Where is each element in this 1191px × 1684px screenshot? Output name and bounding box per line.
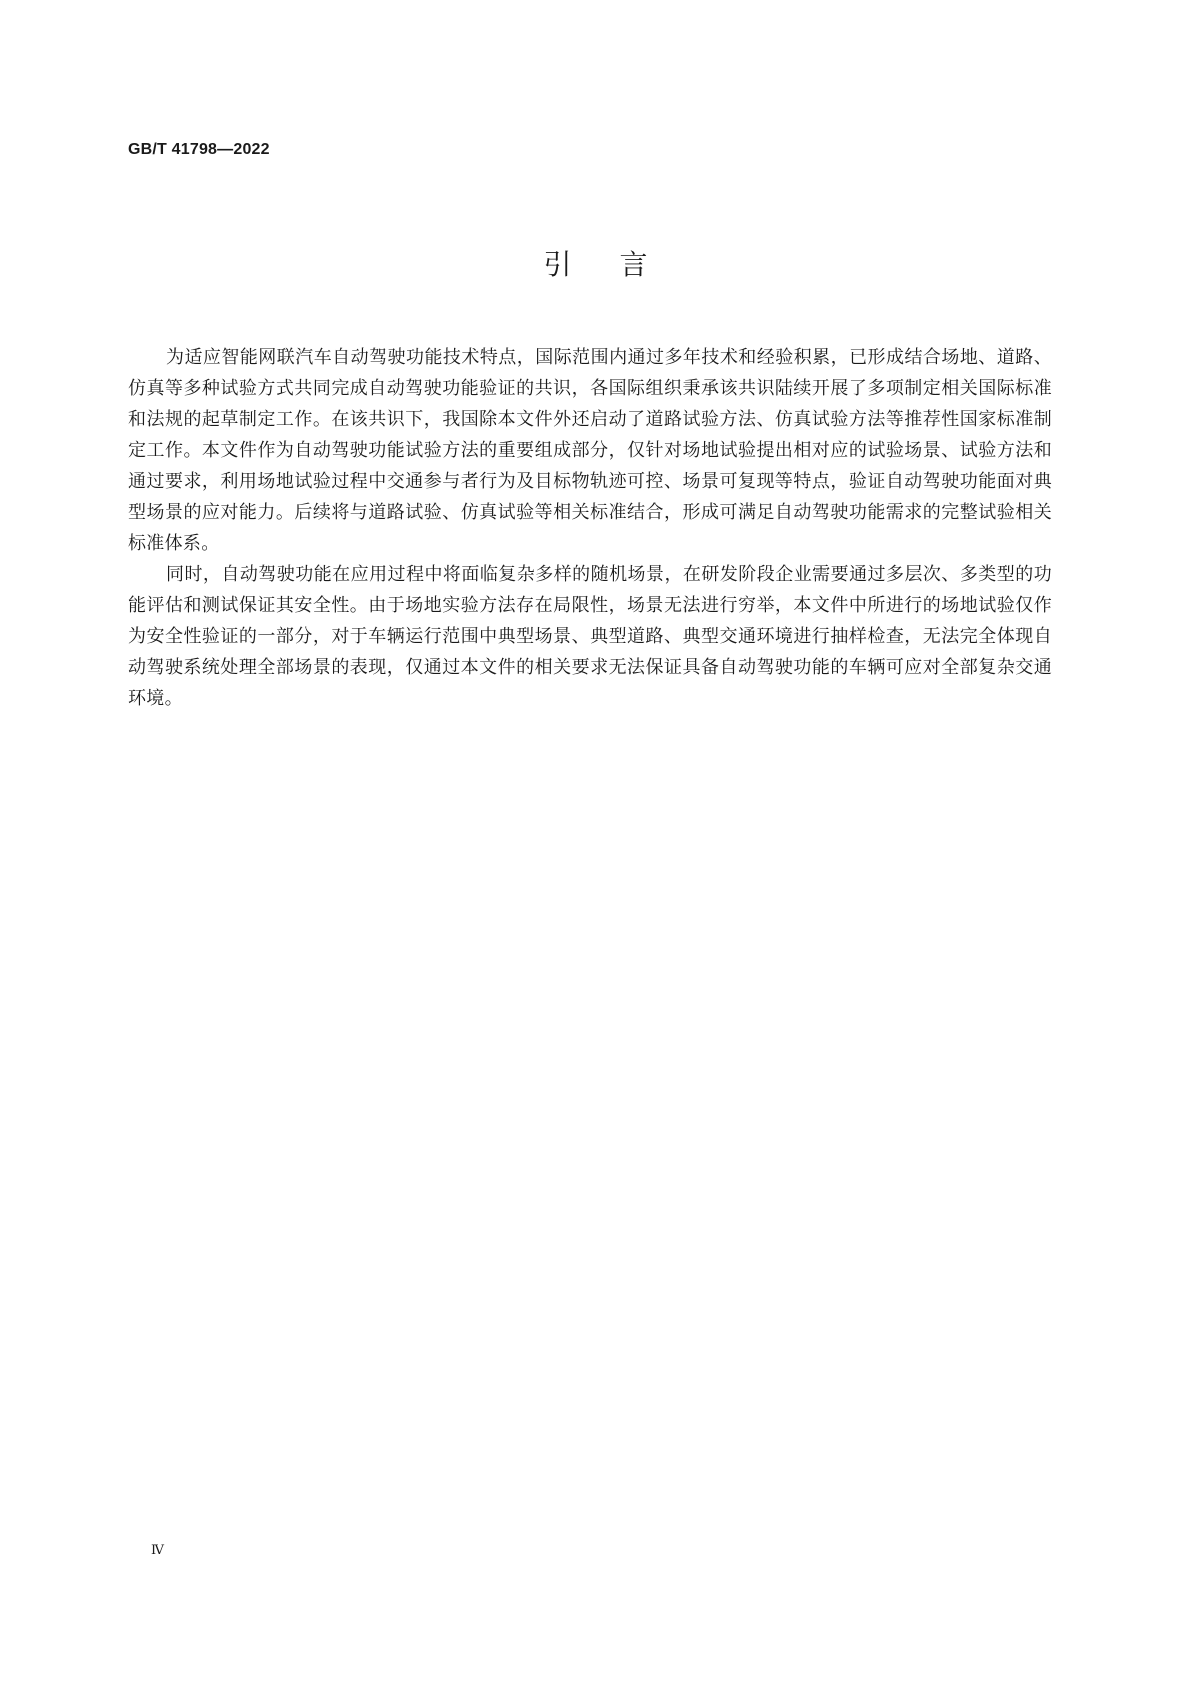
paragraph-1: 为适应智能网联汽车自动驾驶功能技术特点，国际范围内通过多年技术和经验积累，已形成结合场地、道路、仿真等多种试验方式共同完成自动驾驶功能验证的共识，各国际组织秉承该共识陆续开展了多项制定相关国际标准和法规的起草制定工作。在该共识下，我国除本文件外还启动了道路试验方法、仿真试验方法等推荐性国家标准制定工作。本文件作为自动驾驶功能试验方法的重要组成部分，仅针对场地试验提出相对应的试验场景、试验方法和通过要求，利用场地试验过程中交通参与者行为及目标物轨迹可控、场景可复现等特点，验证自动驾驶功能面对典型场景的应对能力。后续将与道路试验、仿真试验等相关标准结合，形成可满足自动驾驶功能需求的完整试验相关标准体系。 bbox=[128, 347, 1052, 554]
section-title: 引言 bbox=[543, 248, 696, 281]
paragraph-2: 同时，自动驾驶功能在应用过程中将面临复杂多样的随机场景，在研发阶段企业需要通过多层次、多类型的功能评估和测试保证其安全性。由于场地实验方法存在局限性，场景无法进行穷举，本文件中所进行的场地试验仅作为安全性验证的一部分，对于车辆运行范围中典型场景、典型道路、典型交通环境进行抽样检查，无法完全体现自动驾驶系统处理全部场景的表现，仅通过本文件的相关要求无法保证具备自动驾驶功能的车辆可应对全部复杂交通环境。 bbox=[128, 564, 1052, 709]
body-text bbox=[128, 342, 1052, 714]
standard-number: GB/T 41798—2022 bbox=[128, 141, 270, 158]
page-number: Ⅳ bbox=[151, 1543, 164, 1558]
